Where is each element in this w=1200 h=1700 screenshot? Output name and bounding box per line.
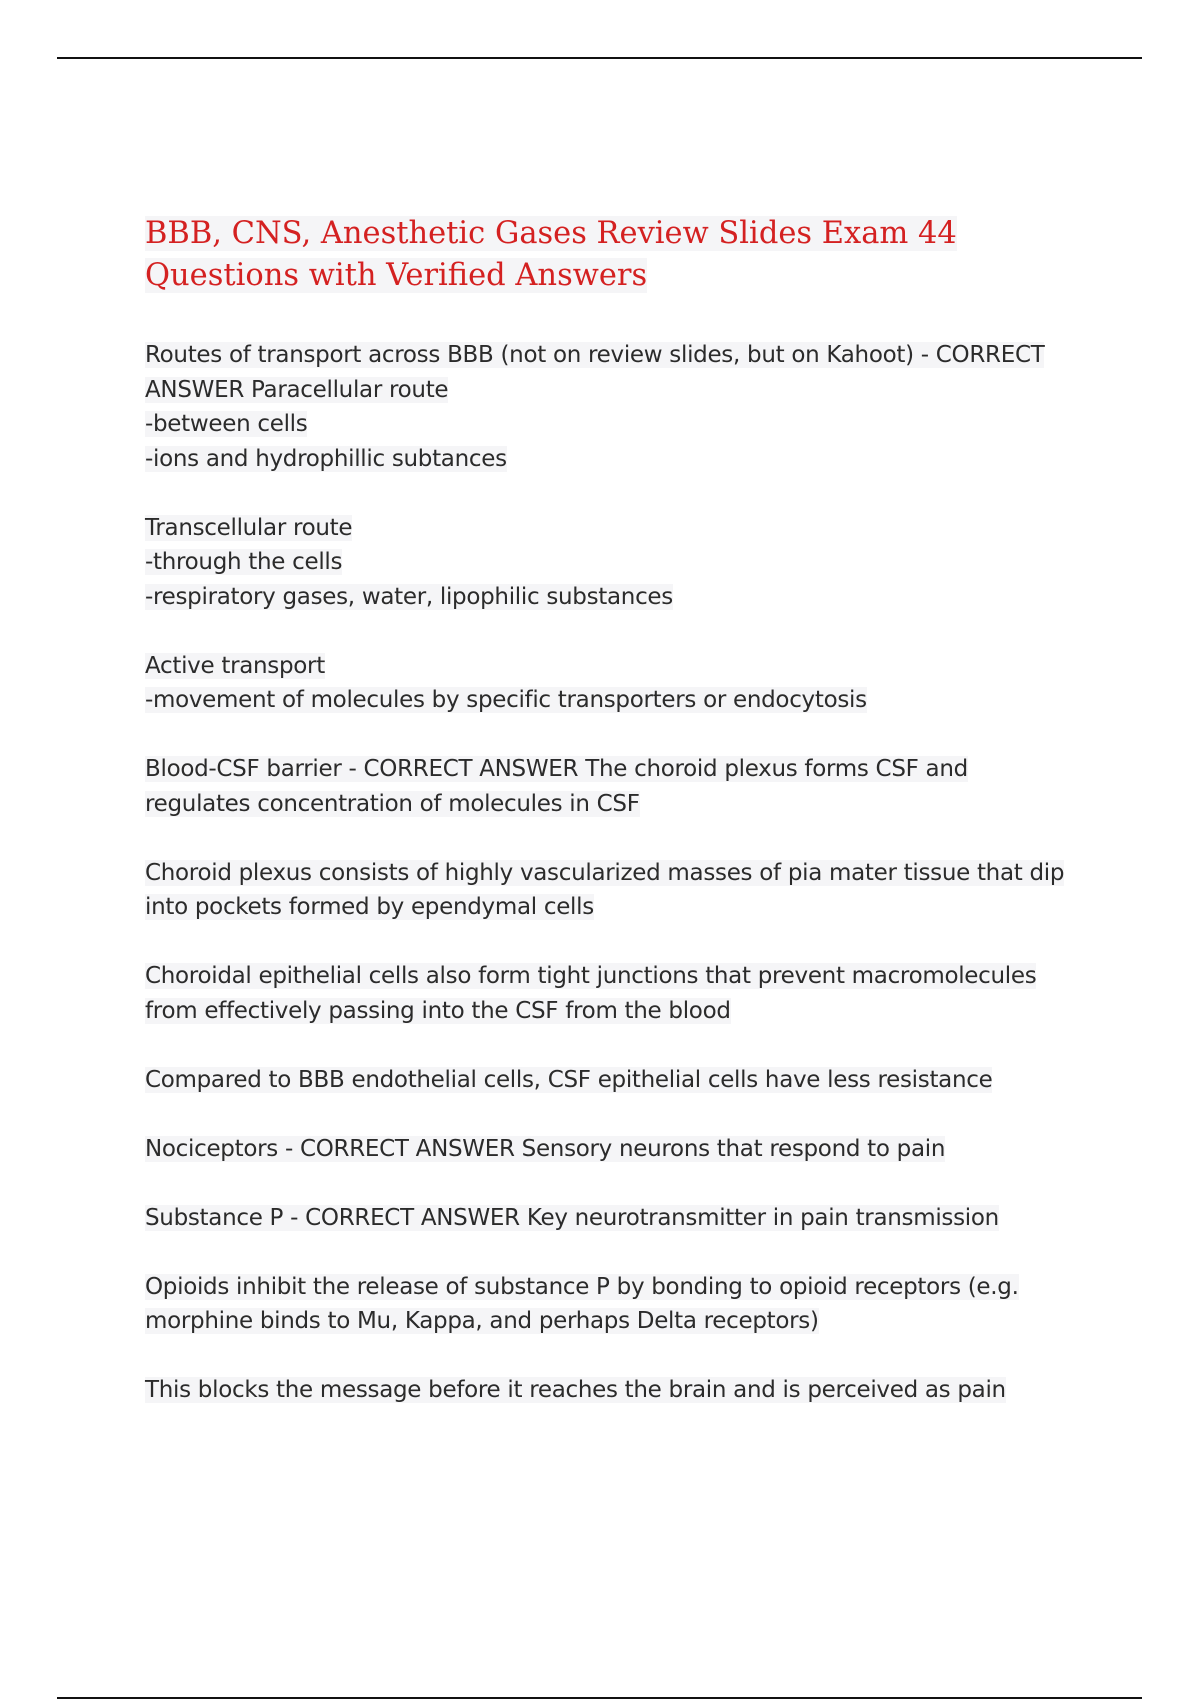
paragraph-line-text: morphine binds to Mu, Kappa, and perhaps Delta receptors) <box>145 1308 819 1334</box>
paragraph-line-text: Substance P - CORRECT ANSWER Key neurotransmitter in pain transmission <box>145 1204 999 1231</box>
paragraph-line <box>145 890 1085 925</box>
paragraph-line <box>145 649 1085 684</box>
paragraph-line <box>145 683 1085 718</box>
paragraph-line-text: into pockets formed by ependymal cells <box>145 894 594 920</box>
paragraph-line-text: -ions and hydrophillic subtances <box>145 445 507 472</box>
qa-paragraph <box>145 649 1085 718</box>
paragraph-line-text: Active transport <box>145 652 325 679</box>
paragraph-line-text: -respiratory gases, water, lipophilic substances <box>145 583 673 610</box>
paragraph-line-text: Compared to BBB endothelial cells, CSF epithelial cells have less resistance <box>145 1066 993 1093</box>
paragraph-line <box>145 994 1085 1029</box>
document-body <box>145 213 1085 1442</box>
paragraph-line-text: Opioids inhibit the release of substance P by bonding to opioid receptors (e.g. <box>145 1273 1019 1300</box>
qa-paragraph <box>145 1063 1085 1098</box>
paragraph-line <box>145 1373 1085 1408</box>
paragraph-line-text: Blood-CSF barrier - CORRECT ANSWER The choroid plexus forms CSF and <box>145 756 968 782</box>
qa-paragraph <box>145 338 1085 476</box>
qa-paragraph <box>145 752 1085 821</box>
paragraph-line-text: -between cells <box>145 411 308 437</box>
paragraph-line <box>145 1270 1085 1305</box>
paragraph-line <box>145 338 1085 373</box>
paragraph-line-text: Transcellular route <box>145 514 353 541</box>
paragraph-line <box>145 752 1085 787</box>
paragraph-line <box>145 1201 1085 1236</box>
title-line: BBB, CNS, Anesthetic Gases Review Slides Exam 44 <box>145 216 957 251</box>
title-line: Questions with Verified Answers <box>145 258 648 293</box>
paragraph-line <box>145 580 1085 615</box>
paragraph-line <box>145 1304 1085 1339</box>
footer-rule <box>57 1697 1142 1699</box>
qa-paragraph <box>145 1373 1085 1408</box>
qa-paragraph <box>145 511 1085 615</box>
paragraph-line <box>145 959 1085 994</box>
paragraph-line-text: -movement of molecules by specific transporters or endocytosis <box>145 687 867 713</box>
qa-list <box>145 338 1085 1408</box>
paragraph-line-text: Choroidal epithelial cells also form tight junctions that prevent macromolecules <box>145 963 1037 989</box>
paragraph-line-text: from effectively passing into the CSF from the blood <box>145 997 731 1024</box>
paragraph-line <box>145 407 1085 442</box>
paragraph-line-text: regulates concentration of molecules in CSF <box>145 790 640 817</box>
document-title <box>145 213 1085 297</box>
paragraph-line <box>145 373 1085 408</box>
paragraph-line <box>145 545 1085 580</box>
paragraph-line <box>145 787 1085 822</box>
qa-paragraph <box>145 856 1085 925</box>
paragraph-line-text: Nociceptors - CORRECT ANSWER Sensory neurons that respond to pain <box>145 1135 946 1162</box>
paragraph-line-text: Choroid plexus consists of highly vascularized masses of pia mater tissue that dip <box>145 859 1065 886</box>
paragraph-line-text: -through the cells <box>145 549 343 575</box>
paragraph-line-text: ANSWER Paracellular route <box>145 376 449 403</box>
qa-paragraph <box>145 959 1085 1028</box>
qa-paragraph <box>145 1201 1085 1236</box>
paragraph-line <box>145 1063 1085 1098</box>
qa-paragraph <box>145 1132 1085 1167</box>
paragraph-line <box>145 856 1085 891</box>
paragraph-line <box>145 442 1085 477</box>
qa-paragraph <box>145 1270 1085 1339</box>
paragraph-line-text: This blocks the message before it reaches the brain and is perceived as pain <box>145 1377 1006 1403</box>
paragraph-line <box>145 1132 1085 1167</box>
paragraph-line <box>145 511 1085 546</box>
header-rule <box>57 57 1142 59</box>
paragraph-line-text: Routes of transport across BBB (not on review slides, but on Kahoot) - CORRECT <box>145 342 1045 368</box>
